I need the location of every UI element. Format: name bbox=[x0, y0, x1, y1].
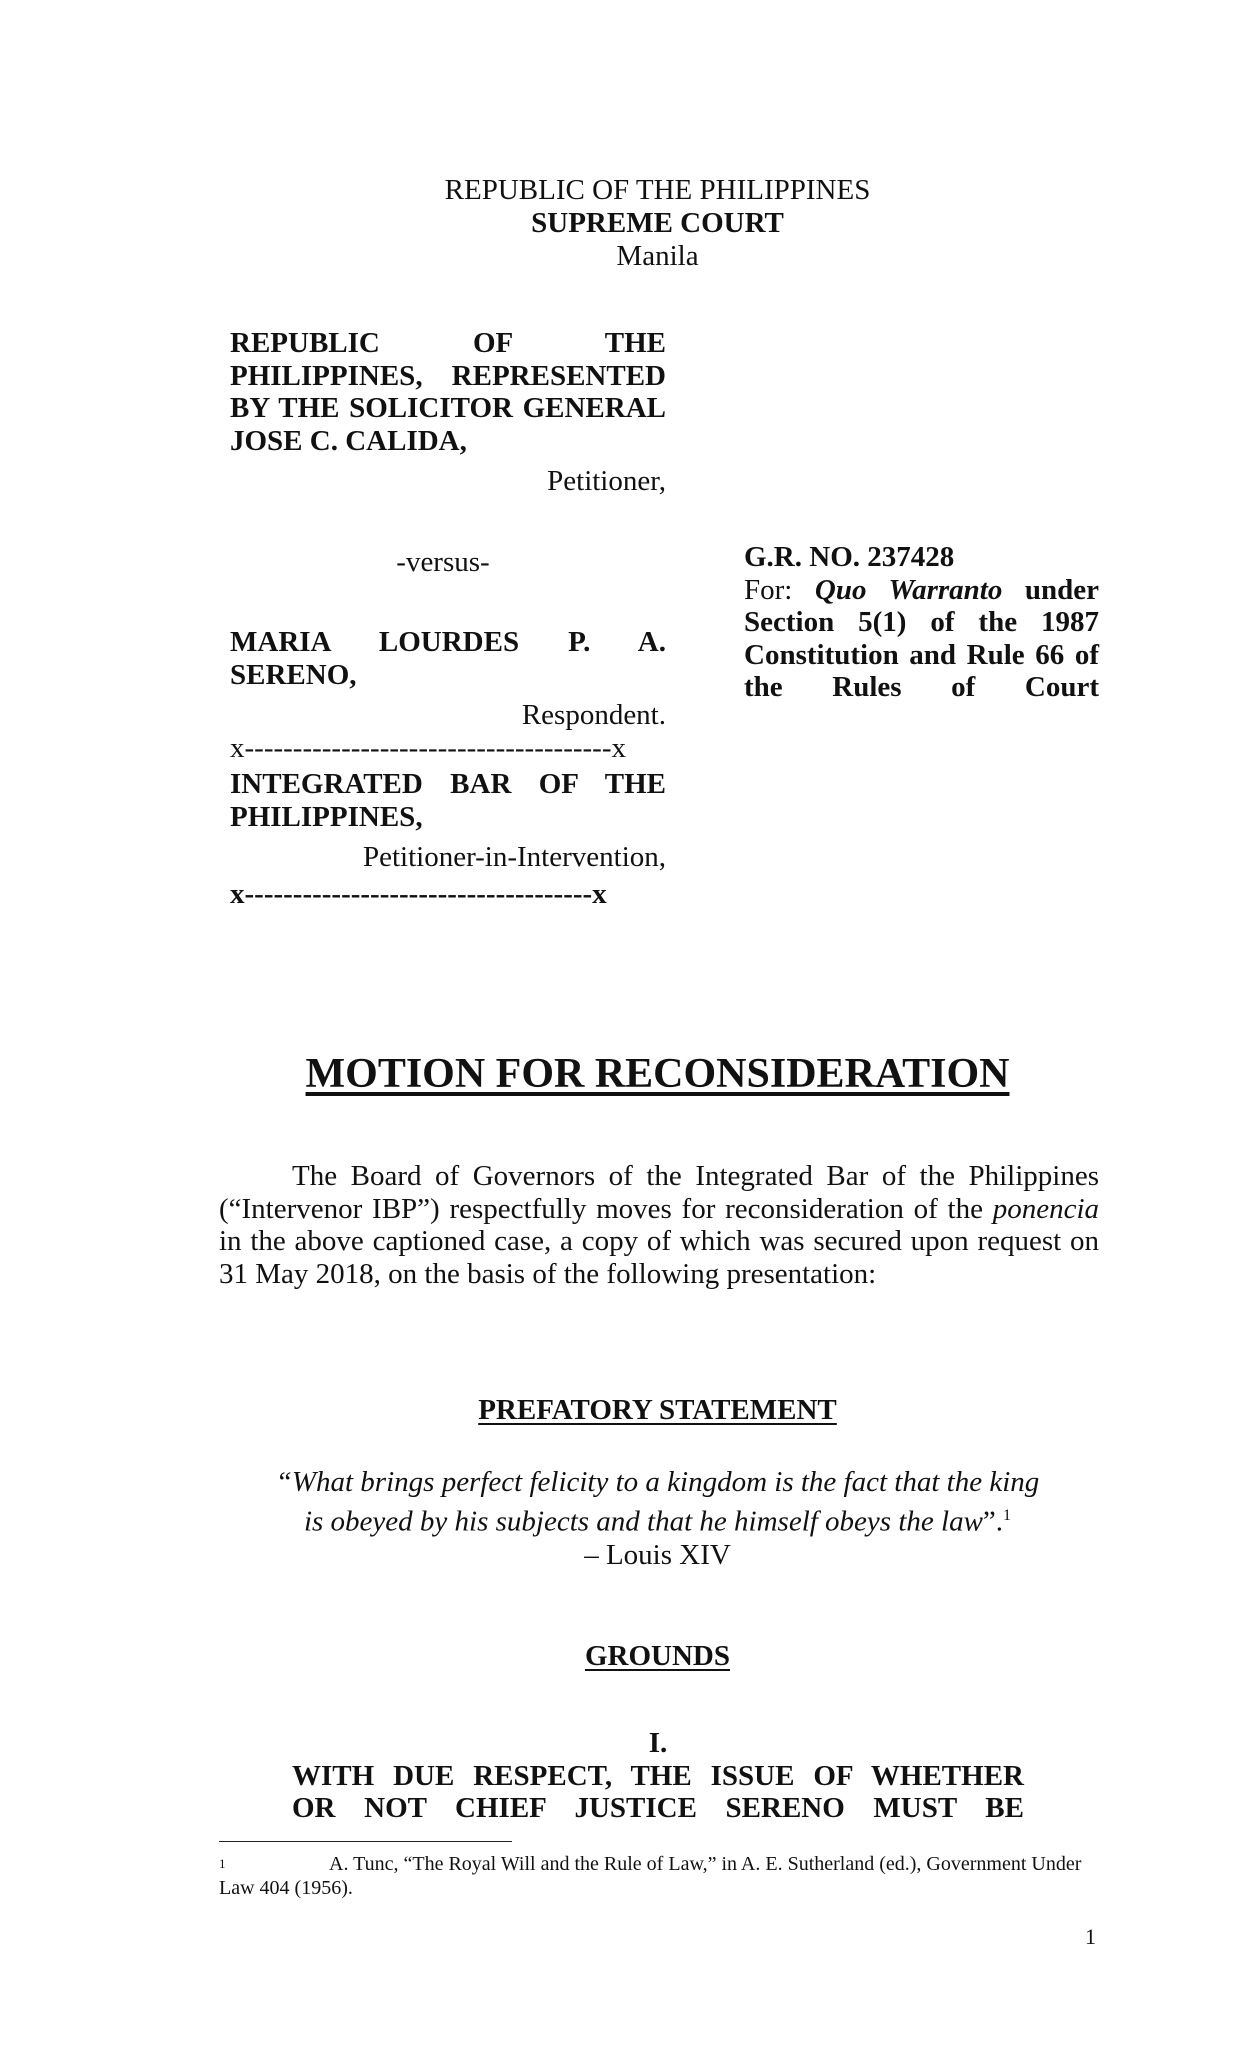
respondent-role: Respondent. bbox=[521, 699, 666, 731]
case-nature-detail: under Section 5(1) of the 1987 Constitution and Rule 66 of the Rules of Court bbox=[744, 573, 1100, 703]
gr-number: G.R. NO. 237428 bbox=[744, 541, 955, 573]
footnote-divider bbox=[219, 1841, 512, 1842]
quote-line-1: “What brings perfect felicity to a kingdom is the fact that the king bbox=[275, 1466, 1040, 1498]
prefatory-heading: PREFATORY STATEMENT bbox=[478, 1394, 837, 1426]
intro-text-2: in the above captioned case, a copy of which was secured upon request on 31 May 2018, on the basis of the following presentation: bbox=[219, 1225, 1099, 1290]
for-label: For: bbox=[744, 573, 793, 606]
quote-attribution: – Louis XIV bbox=[584, 1538, 731, 1571]
case-nature bbox=[744, 574, 1099, 704]
intro-italic-term: ponencia bbox=[992, 1192, 1100, 1225]
ground-one bbox=[292, 1727, 1024, 1825]
footnote-text: A. Tunc, “The Royal Will and the Rule of Law,” in A. E. Sutherland (ed.), Government Under Law 404 (1956). bbox=[219, 1853, 1082, 1899]
ground-numeral: I. bbox=[648, 1727, 668, 1759]
footnote-ref: 1 bbox=[1003, 1507, 1012, 1524]
court-header-country: REPUBLIC OF THE PHILIPPINES bbox=[444, 174, 871, 206]
ground-line-1: WITH DUE RESPECT, THE ISSUE OF WHETHER bbox=[292, 1759, 1024, 1792]
court-header-court: SUPREME COURT bbox=[531, 207, 784, 239]
case-caption bbox=[230, 327, 666, 910]
quote-closing: ”. bbox=[982, 1505, 1004, 1538]
caption-separator-bottom: x------------------------------------x bbox=[230, 877, 607, 910]
court-header bbox=[0, 174, 1243, 273]
case-info bbox=[744, 541, 1099, 704]
quote-line-2: is obeyed by his subjects and that he himself obeys the law bbox=[303, 1505, 983, 1538]
petitioner-name: REPUBLIC OF THE PHILIPPINES, REPRESENTED BY THE SOLICITOR GENERAL JOSE C. CALIDA, bbox=[230, 327, 666, 457]
intervenor-role: Petitioner-in-Intervention, bbox=[362, 841, 666, 873]
ground-line-2: OR NOT CHIEF JUSTICE SERENO MUST BE bbox=[292, 1792, 1024, 1824]
intro-text-1: The Board of Governors of the Integrated Bar of the Philippines (“Intervenor IBP”) respectfully moves for reconsideration of the bbox=[219, 1160, 1099, 1225]
document-title: MOTION FOR RECONSIDERATION bbox=[305, 1051, 1010, 1097]
footnote-mark: 1 bbox=[219, 1856, 226, 1871]
epigraph-quote bbox=[0, 1466, 1243, 1572]
page-number: 1 bbox=[1085, 1924, 1096, 1949]
court-header-city: Manila bbox=[616, 240, 699, 272]
petitioner-role: Petitioner, bbox=[547, 465, 666, 497]
intro-paragraph bbox=[219, 1160, 1099, 1290]
caption-separator: x--------------------------------------x bbox=[230, 731, 626, 764]
quo-warranto-label: Quo Warranto bbox=[814, 573, 1003, 606]
grounds-heading: GROUNDS bbox=[584, 1640, 730, 1672]
respondent-name: MARIA LOURDES P. A. SERENO, bbox=[230, 626, 666, 691]
versus-label: -versus- bbox=[396, 545, 490, 578]
footnote bbox=[219, 1852, 1099, 1900]
intervenor-name: INTEGRATED BAR OF THE PHILIPPINES, bbox=[230, 768, 666, 833]
